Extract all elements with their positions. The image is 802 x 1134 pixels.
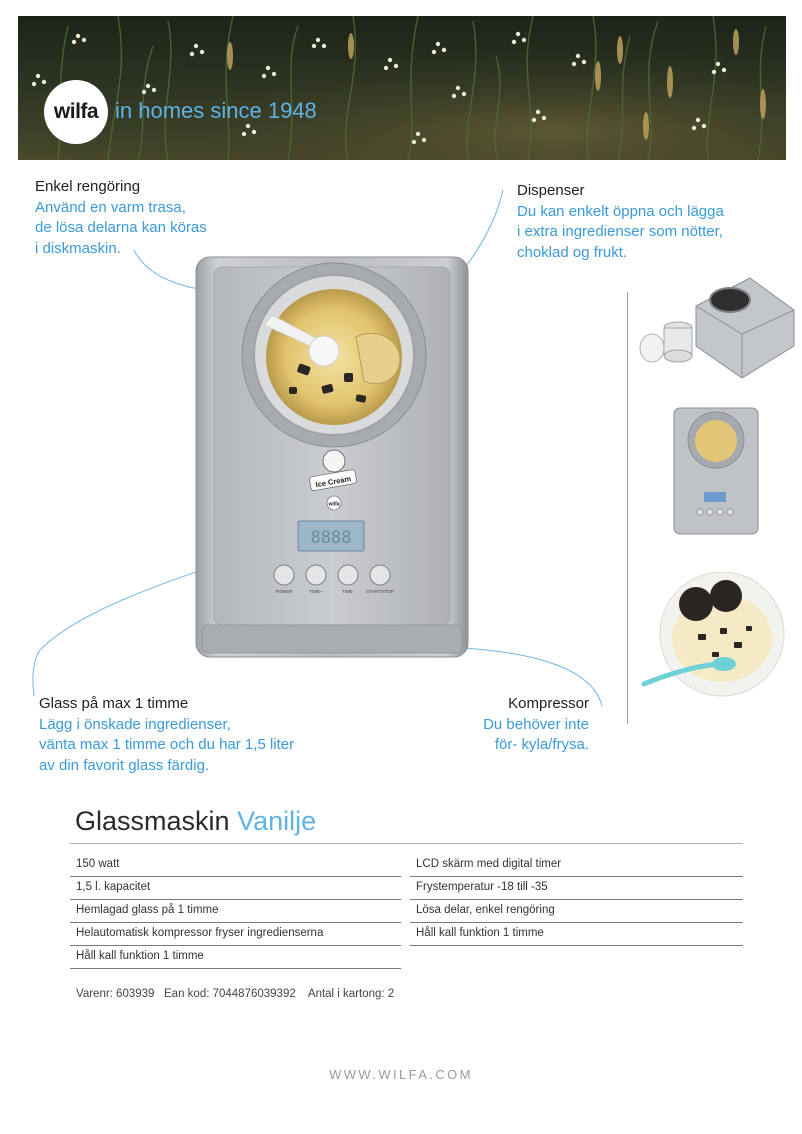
spec-item: Hemlagad glass på 1 timme [70,900,401,923]
callout-glass-line: av din favorit glass färdig. [39,756,210,774]
footer-website-link[interactable]: WWW.WILFA.COM [329,1067,473,1082]
ice-cream-bowl-image [638,572,798,702]
callout-compressor-line: för- kyla/frysa. [494,736,589,753]
callout-glass [39,694,329,776]
callout-dispenser [517,181,757,263]
button-label-power: POWER [275,589,293,594]
header-banner [18,16,786,160]
spec-item: Frystemperatur -18 till -35 [410,877,743,900]
meadow-photo [18,16,786,160]
badge-label: Ice Cream [314,474,352,490]
callout-cleaning-line: de lösa delarna kan köras [35,219,207,236]
callout-cleaning-line: i diskmaskin. [35,239,121,257]
button-label-start-stop: START/STOP [366,589,394,594]
button-label-time-plus: TIME+ [309,589,323,594]
spec-item: 150 watt [70,854,401,877]
wilfa-logo [44,80,108,144]
button-label-time-minus: TIME- [341,589,355,594]
callout-cleaning-title: Enkel rengöring [35,178,141,195]
spec-item: Helautomatisk kompressor fryser ingredienserna [70,923,401,946]
callout-dispenser-line: Du kan enkelt öppna och lägga [517,202,724,220]
callout-compressor-title: Kompressor [508,695,589,712]
badge-brand: wilfa [328,501,340,508]
callout-glass-title: Glass på max 1 timme [39,695,189,712]
ice-cream-machine-image [194,255,470,660]
spec-item: Håll kall funktion 1 timme [410,923,743,946]
callout-dispenser-line: i extra ingredienser som nötter, [517,223,723,240]
spec-item: LCD skärm med digital timer [410,854,743,877]
front-view-image [638,404,798,542]
callout-cleaning [35,177,255,259]
spec-list-right [410,854,743,946]
callout-dispenser-line: choklad og frukt. [517,243,628,261]
thumbnail-divider [627,292,628,724]
disassembled-parts-image [638,276,798,396]
product-title-variant: Vanilje [237,806,317,836]
title-divider [70,843,743,844]
callout-dispenser-title: Dispenser [517,182,585,199]
callout-cleaning-line: Använd en varm trasa, [35,198,186,216]
spec-item: Håll kall funktion 1 timme [70,946,401,969]
order-info: Varenr: 603939 Ean kod: 7044876039392 Antal i kartong: 2 [76,988,395,1000]
callout-glass-line: vänta max 1 timme och du har 1,5 liter [39,736,295,753]
logo-wordmark: wilfa [53,100,99,123]
product-title-main: Glassmaskin [75,806,230,836]
product-title [75,806,316,837]
lcd-display-digits: 8888 [310,528,352,548]
callout-compressor [440,694,589,756]
callout-glass-line: Lägg i önskade ingredienser, [39,715,231,733]
callout-compressor-line: Du behöver inte [483,715,589,733]
spec-item: Lösa delar, enkel rengöring [410,900,743,923]
spec-item: 1,5 l. kapacitet [70,877,401,900]
spec-list-left [70,854,401,969]
banner-tagline: in homes since 1948 [115,98,317,123]
